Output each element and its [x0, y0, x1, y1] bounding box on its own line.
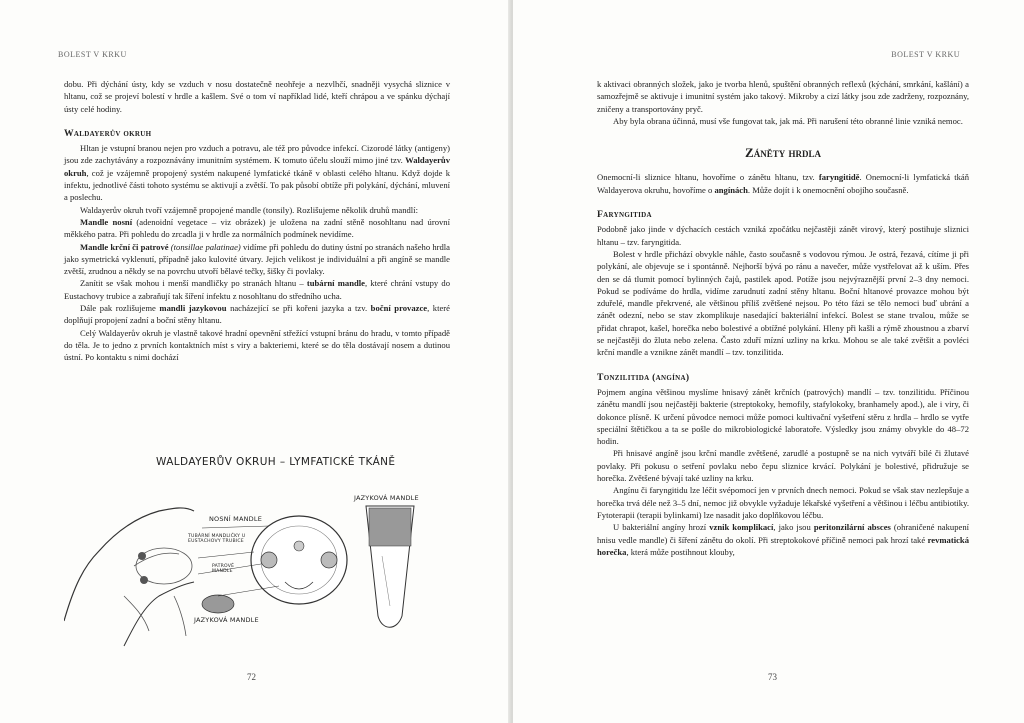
paragraph: Bolest v hrdle přichází obvykle náhle, často současně s vodovou rýmou. Je ostrá, řezavá, cítíme ji při polykání, ale objevuje se i spontánně. Nejhorší bývá po ránu a navečer, může vystřelovat až k uším. Přes den se dá tlumit pomocí bylinných čajů, pastilek apod. Potíže jsou nejvýraznější první 2–3 dny nemoci. Pokud se podíváme do hrdla, vidíme zarudnutí zadní stěny hltanu. Boční hltanové provazce mohou být zduřelé, mandle překrvené, ale většinou příliš zvětšené nejsou. Po této fázi se tělo nemoci buď ubrání a zánět odezní, nebo se stav zkomplikuje nasedající bakteriální infekcí. Bolest se stane trvalou, může se přidat chrapot, kašel, horečka nebo bolestivé a obtížné polykání. Hleny při kašli a rýmě zhoustnou a zbarví se nejčastěji do žluta nebo zelena. Často zduří mízní uzliny na krku. Mohou se ale také zvětšit a povléci krční mandle a vznikne zánět mandlí – tzv. tonzilitida. [597, 248, 969, 358]
paragraph: Waldayerův okruh tvoří vzájemně propojené mandle (tonsily). Rozlišujeme několik druhů mandlí: [80, 204, 418, 215]
running-head-right: BOLEST V KRKU [891, 50, 960, 59]
label-patrove: PATROVÉ MANDLE [212, 564, 235, 575]
paragraph: Angínu či faryngitidu lze léčit svépomocí jen v prvních dnech nemoci. Pokud se však stav nezlepšuje a horečka trvá déle než 3–5 dní, nemoc již obvykle vyžaduje lékařské vyšetření a většinou i léčbu antibiotiky. Fytoterapii (terapii bylinkami) lze nasadit jako doplňkovou léčbu. [597, 485, 969, 520]
page-number-left: 72 [247, 672, 256, 682]
paragraph: Při hnisavé angíně jsou krční mandle zvětšené, zarudlé a postupně se na nich vytváří bílé či žlutavé povlaky. Při pokusu o setření povlaku nebo čepu sliznice krvácí. Polykání je bolestivé, přidružuje se horečka. Zvětšené bývají také uzliny na krku. [597, 448, 969, 484]
left-text-column [64, 78, 450, 364]
label-nosni-mandle: NOSNÍ MANDLE [209, 515, 263, 523]
chapter-title: Záněty hrdla [745, 145, 821, 161]
right-text-column [597, 78, 969, 558]
paragraph: Mandle nosní (adenoidní vegetace – viz obrázek) je uložena na zadní stěně nosohltanu nad úrovní měkkého patra. Při pohledu do zrcadla ji v hrdle za normálních podmínek nevidíme. [64, 216, 450, 240]
left-page [0, 0, 511, 723]
section-heading-waldayer: Waldayerův okruh [64, 127, 152, 139]
paragraph: Dále pak rozlišujeme mandli jazykovou nacházející se při kořeni jazyka a tzv. boční provazce, které doplňují propojení zadní a boční stěny hltanu. [64, 303, 450, 326]
section-heading-faryngitida: Faryngitida [597, 209, 652, 221]
label-jazykova-mandle: JAZYKOVÁ MANDLE [194, 616, 259, 624]
paragraph: Onemocní-li sliznice hltanu, hovoříme o zánětu hltanu, tzv. faryngitidě. Onemocní-li lymfatická tkáň Waldayerova okruhu, hovoříme o angínách. Může dojít i k onemocnění obojího současně. [597, 172, 969, 195]
label-tubarni: TUBÁRNÍ MANDLIČKY U EUSTACHOVY TRUBICE [188, 534, 246, 545]
running-head-left: BOLEST V KRKU [58, 50, 127, 59]
waldayer-illustration [64, 456, 464, 656]
paragraph: Podobně jako jinde v dýchacích cestách vzniká zpočátku nejčastěji zánět virový, který postihuje sliznici hltanu – tzv. faryngitida. [597, 224, 969, 247]
paragraph: dobu. Při dýchání ústy, kdy se vzduch v nosu dostatečně neohřeje a nezvlhčí, snadněji vysychá sliznice v hltanu, což se projeví bolestí v hrdle a kašlem. Své o tom ví například lidé, kteří chrápou a ve spánku dýchají ústy celé hodiny. [64, 79, 450, 114]
anatomy-drawing [64, 456, 464, 656]
paragraph: Zanítit se však mohou i menší mandličky po stranách hltanu – tubární mandle, které chrání vstupy do Eustachovy trubice a zabraňují tak šíření infektu z nosohltanu do středního ucha. [64, 278, 450, 301]
paragraph: U bakteriální angíny hrozí vznik komplikací, jako jsou peritonzilární absces (ohraničené nakupení hnisu vedle mandle) či šíření zánětu do okolí. Při streptokokové příčině nemoci pak hrozí také revmatická horečka, která může postihnout klouby, [597, 522, 970, 557]
label-jazykova-mandle-right: JAZYKOVÁ MANDLE [354, 494, 419, 502]
paragraph: Aby byla obrana účinná, musí vše fungovat tak, jak má. Při narušení této obranné linie vzniká nemoc. [613, 115, 963, 126]
figure-title: WALDAYERŮV OKRUH – LYMFATICKÉ TKÁNĚ [156, 456, 396, 468]
section-heading-tonzilitida: Tonzilitida (angína) [597, 371, 690, 383]
paragraph: Hltan je vstupní branou nejen pro vzduch a potravu, ale též pro původce infekcí. Cizorodé látky (antigeny) jsou zde zachytávány a rozpoznávány imunitním systémem. K tomuto účelu slouží mimo jiné tzv. Waldayerův okruh, což je vzájemně propojený systém nakupené lymfatické tkáně v oblasti celého hltanu. Když dojde k infektu, jednotlivé části tohoto systému se aktivují a zvětší. To pak působí obtíže při polykání, dýchání, mluvení a poslechu. [64, 143, 450, 203]
paragraph: Mandle krční či patrové (tonsillae palatinae) vidíme při pohledu do dutiny ústní po stranách našeho hrdla jako symetrická vyklenutí, případně jako kulovité útvary. Jejich velikost je individuální a při angíně se mandle zvětší, zrudnou a někdy se na povrchu utvoří bělavé tečky, šišky či povlaky. [64, 241, 450, 277]
paragraph: Celý Waldayerův okruh je vlastně takové hradní opevnění střežící vstupní bránu do hradu, v tomto případě do těla. Je to jedno z prvních kontaktních míst s viry a bakteriemi, které se do těla dostávají nosem a dutinou ústní. Po kontaktu s nimi dochází [64, 327, 450, 363]
right-page [513, 0, 1024, 723]
paragraph: k aktivaci obranných složek, jako je tvorba hlenů, spuštění obranných reflexů (kýchání, smrkání, kašlání) a samozřejmě se aktivuje i imunitní systém jako takový. Mikroby a cizí látky jsou zde zadrženy, rozpoznány, zničeny a transportovány pryč. [597, 79, 969, 114]
paragraph: Pojmem angína většinou myslíme hnisavý zánět krčních (patrových) mandlí – tzv. tonzilitidu. Příčinou zánětu mandlí jsou nejčastěji bakterie (streptokoky, hemofily, stafylokoky, branhamely apod.), ale i viry, či dokonce plísně. K určení původce nemoci může pomoci kultivační vyšetření stěru z hrdla – hrdlo se vytře speciální štětičkou a ta se pošle do mikrobiologické laboratoře. Výsledky jsou známy obvykle do 48–72 hodin. [597, 386, 969, 447]
page-number-right: 73 [768, 672, 777, 682]
